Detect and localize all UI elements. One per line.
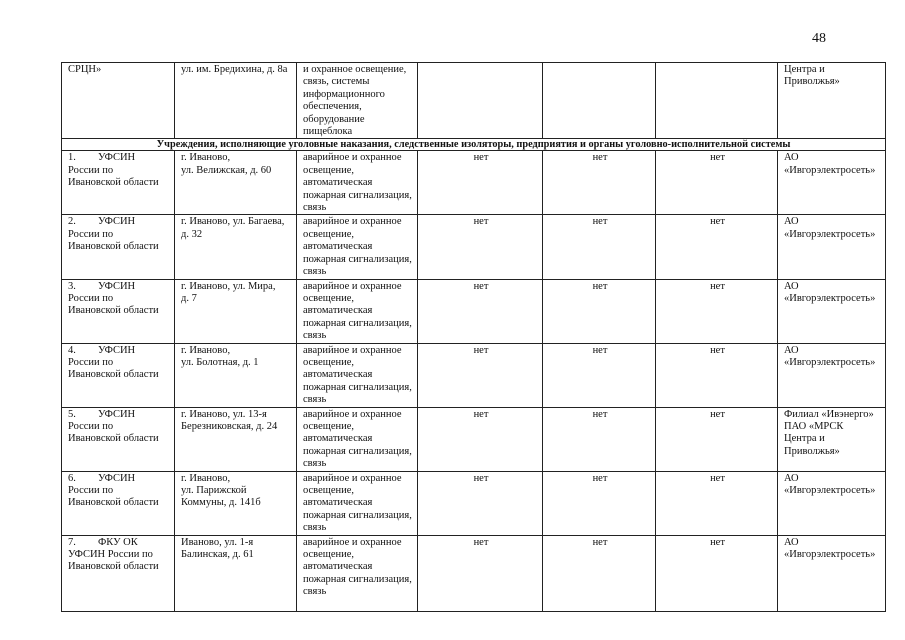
org-name-tail: России по Ивановской области [68,356,159,381]
cell-supplier: АО «Ивгорэлектросеть» [778,215,886,279]
table-row [62,471,886,535]
cell-systems: аварийное и охранное освещение, автоматическая пожарная сигнализация, связь [297,407,418,471]
section-title: Учреждения, исполняющие уголовные наказания, следственные изоляторы, предприятия и органы уголовно-исполнительной системы [62,139,886,151]
cell-address: Иваново, ул. 1-я Балинская, д. 61 [175,535,297,611]
cell-col5: нет [543,535,656,611]
cell-name [62,471,175,535]
org-name-tail: России по Ивановской области [68,485,159,509]
cell-supplier: Центра и Приволжья» [778,63,886,139]
cell-address: г. Иваново, ул. Багаева, д. 32 [175,215,297,279]
org-name-head: УФСИН [98,472,136,484]
cell-col6: нет [656,343,778,407]
cell-address: г. Иваново, ул. 13-я Березниковская, д. 24 [175,407,297,471]
cell-supplier: АО «Ивгорэлектросеть» [778,535,886,611]
cell-address: г. Иваново, ул. Болотная, д. 1 [175,343,297,407]
cell-col6: нет [656,151,778,215]
cell-systems: аварийное и охранное освещение, автоматическая пожарная сигнализация, связь [297,471,418,535]
cell-col4: нет [418,279,543,343]
org-name-head: УФСИН [98,280,136,292]
cell-name [62,343,175,407]
row-number: 6. [68,472,76,484]
cell-col5: нет [543,471,656,535]
table-row [62,535,886,611]
cell-systems: аварийное и охранное освещение, автоматическая пожарная сигнализация, связь [297,535,418,611]
cell-systems: и охранное освещение, связь, системы информационного обеспечения, оборудование пищеблока [297,63,418,139]
table-row [62,151,886,215]
cell-supplier: АО «Ивгорэлектросеть» [778,279,886,343]
cell-systems: аварийное и охранное освещение, автоматическая пожарная сигнализация, связь [297,343,418,407]
cell-address: г. Иваново, ул. Парижской Коммуны, д. 141б [175,471,297,535]
cell-col5 [543,63,656,139]
cell-name [62,535,175,611]
org-name-tail: УФСИН России по Ивановской области [68,549,159,573]
facilities-table [61,62,886,612]
cell-col4: нет [418,343,543,407]
cell-col5: нет [543,215,656,279]
cell-name [62,279,175,343]
org-name-head: УФСИН [98,344,136,356]
cell-col6: нет [656,407,778,471]
table-row [62,407,886,471]
cell-col4: нет [418,407,543,471]
cell-name [62,407,175,471]
org-name-tail: России по Ивановской области [68,420,159,445]
org-name-head: УФСИН [98,152,136,164]
table-row [62,215,886,279]
cell-name [62,215,175,279]
cell-supplier: АО «Ивгорэлектросеть» [778,343,886,407]
org-name-head: УФСИН [98,216,136,228]
section-header-row [62,139,886,151]
cell-col4 [418,63,543,139]
cell-col6: нет [656,279,778,343]
cell-col5: нет [543,343,656,407]
org-name-tail: России по Ивановской области [68,228,159,253]
cell-col5: нет [543,279,656,343]
cell-col6: нет [656,215,778,279]
cell-systems: аварийное и охранное освещение, автоматическая пожарная сигнализация, связь [297,151,418,215]
cell-col4: нет [418,471,543,535]
cell-address: ул. им. Бредихина, д. 8а [175,63,297,139]
cell-col6: нет [656,535,778,611]
org-name-tail: России по Ивановской области [68,164,159,189]
cell-address: г. Иваново, ул. Мира, д. 7 [175,279,297,343]
cell-supplier: АО «Ивгорэлектросеть» [778,471,886,535]
cell-col5: нет [543,151,656,215]
table-row [62,343,886,407]
row-number: 4. [68,344,76,356]
cell-address: г. Иваново, ул. Велижская, д. 60 [175,151,297,215]
org-name-head: УФСИН [98,408,136,420]
row-number: 1. [68,152,76,164]
continued-row [62,63,886,139]
cell-systems: аварийное и охранное освещение, автоматическая пожарная сигнализация, связь [297,215,418,279]
page-number: 48 [812,31,826,46]
cell-supplier: Филиал «Ивэнерго» ПАО «МРСК Центра и Приволжья» [778,407,886,471]
org-name-tail: России по Ивановской области [68,292,159,317]
cell-col4: нет [418,535,543,611]
org-name-head: ФКУ ОК [98,536,138,548]
row-number: 3. [68,280,76,292]
cell-name: СРЦН» [62,63,175,139]
cell-col4: нет [418,215,543,279]
table-body [62,151,886,611]
cell-col4: нет [418,151,543,215]
cell-col5: нет [543,407,656,471]
cell-col6 [656,63,778,139]
cell-systems: аварийное и охранное освещение, автоматическая пожарная сигнализация, связь [297,279,418,343]
table-row [62,279,886,343]
row-number: 2. [68,216,76,228]
cell-name [62,151,175,215]
cell-col6: нет [656,471,778,535]
cell-supplier: АО «Ивгорэлектросеть» [778,151,886,215]
row-number: 7. [68,536,76,548]
row-number: 5. [68,408,76,420]
